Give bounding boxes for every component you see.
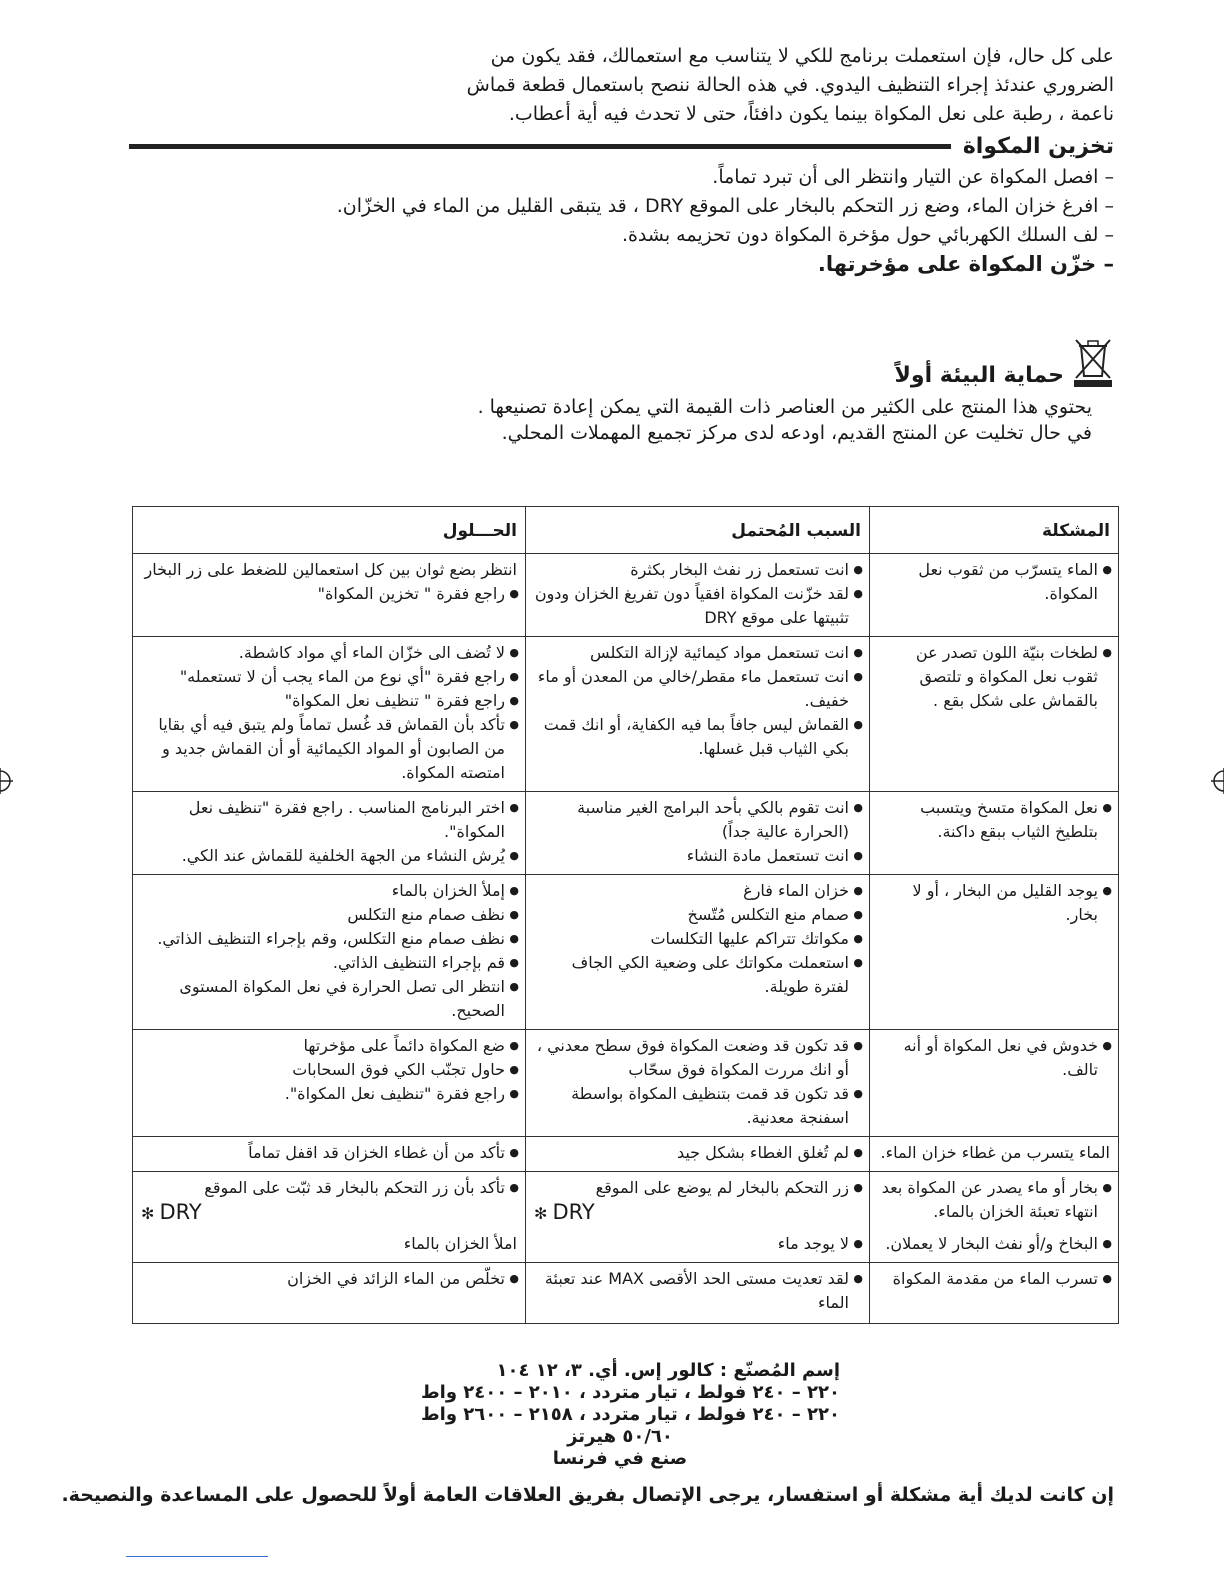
solution-item: املأ الخزان بالماء <box>403 1234 517 1253</box>
cause-cell <box>526 1137 870 1172</box>
dry-label: ✻ DRY <box>534 1200 595 1224</box>
bullet-item: ● انت تستعمل ماء مقطر/خالي من المعدن أو ماء خفيف. <box>534 665 861 713</box>
bullet-item: ● يُرش النشاء من الجهة الخلفية للقماش عند الكي. <box>141 844 517 868</box>
problem-cell <box>870 1137 1119 1172</box>
bullet-item: ● راجع فقرة "أي نوع من الماء يجب أن لا تستعمله" <box>141 665 517 689</box>
table-row <box>133 637 1119 792</box>
cause-cell <box>526 1263 870 1324</box>
bullet-item: ● نظف صمام منع التكلس، وقم بإجراء التنظيف الذاتي. <box>141 927 517 951</box>
solution-cell <box>133 792 526 875</box>
solution-cell <box>133 1030 526 1137</box>
environment-text-2: في حال تخليت عن المنتج القديم، اودعه لدى مركز تجميع المهملات المحلي. <box>501 422 1092 444</box>
bullet-item: ● خزان الماء فارغ <box>534 879 861 903</box>
bullet-item: ● إملأ الخزان بالماء <box>141 879 517 903</box>
cause-cell <box>526 1172 870 1263</box>
bullet-item: ● انتظر الى تصل الحرارة في نعل المكواة المستوى الصحيح. <box>141 975 517 1023</box>
solution-cell <box>133 1172 526 1263</box>
bullet-item: ● تسرب الماء من مقدمة المكواة <box>878 1267 1110 1291</box>
bullet-item: ● لم تُغلق الغطاء بشكل جيد <box>534 1141 861 1165</box>
bullet-item: ● مكواتك تتراكم عليها التكلسات <box>534 927 861 951</box>
bullet-item: ● الماء يتسرّب من ثقوب نعل المكواة. <box>878 558 1110 606</box>
table-row <box>133 1263 1119 1324</box>
bullet-item: ● زر التحكم بالبخار لم يوضع على الموقع <box>534 1176 861 1200</box>
bullet-item: ● قم بإجراء التنظيف الذاتي. <box>141 951 517 975</box>
solution-cell <box>133 1263 526 1324</box>
footer-contact-note: إن كانت لديك أية مشكلة أو استفسار، يرجى الإتصال بفريق العلاقات العامة أولاً للحصول على المساعدة والنصيحة. <box>61 1484 1114 1506</box>
bullet-item: ● لا تُضف الى خزّان الماء أي مواد كاشطة. <box>141 641 517 665</box>
manufacturer-line: ٢٢٠ – ٢٤٠ فولط ، تيار متردد ، ٢٠١٠ – ٢٤٠٠ واط <box>420 1382 840 1403</box>
recycle-bin-icon <box>1072 336 1114 388</box>
problem-text: الماء يتسرب من غطاء خزان الماء. <box>880 1143 1110 1162</box>
table-row <box>133 554 1119 637</box>
environment-section <box>394 336 1114 446</box>
cause-cell <box>526 1030 870 1137</box>
table-header-row <box>133 507 1119 554</box>
header-problem: المشكلة <box>870 507 1119 554</box>
registration-mark-icon <box>0 768 13 794</box>
bullet-item: ● لا يوجد ماء <box>534 1232 861 1256</box>
bullet-item: ● حاول تجنّب الكي فوق السحابات <box>141 1058 517 1082</box>
table-row <box>133 875 1119 1030</box>
registration-mark-icon <box>1211 768 1224 794</box>
storage-list <box>129 163 1114 279</box>
bullet-item: ● صمام منع التكلس مُتّسخ <box>534 903 861 927</box>
solution-cell <box>133 875 526 1030</box>
troubleshooting-table <box>132 506 1119 1324</box>
page-edge-line <box>126 1556 268 1557</box>
storage-title: تخزين المكواة <box>962 134 1114 159</box>
bullet-item: ● يوجد القليل من البخار ، أو لا بخار. <box>878 879 1110 927</box>
bullet-item: ● راجع فقرة "تنظيف نعل المكواة". <box>141 1082 517 1106</box>
bullet-item: ● تخلّص من الماء الزائد في الخزان <box>141 1267 517 1291</box>
bullet-item: ● القماش ليس جافاً بما فيه الكفاية، أو انك قمت بكي الثياب قبل غسلها. <box>534 713 861 761</box>
problem-cell <box>870 1263 1119 1324</box>
bullet-item: ● قد تكون قد قمت بتنظيف المكواة بواسطة اسفنجة معدنية. <box>534 1082 861 1130</box>
bullet-item: ● تأكد بأن القماش قد غُسل تماماً ولم يتبق فيه أي بقايا من الصابون أو المواد الكيمائية أو أن القماش جديد و امتصته المكواة. <box>141 713 517 785</box>
bullet-item: ● نظف صمام منع التكلس <box>141 903 517 927</box>
cause-cell <box>526 554 870 637</box>
intro-paragraph: على كل حال، فإن استعملت برنامج للكي لا يتناسب مع استعمالك، فقد يكون من الضروري عندئذ إجراء التنظيف اليدوي. في هذه الحالة ننصح باستعمال قطعة قماش ناعمة ، رطبة على نعل المكواة بينما يكون دافئاً، حتى لا تحدث فيه أية أعطاب. <box>466 45 1114 125</box>
table-row <box>133 1172 1119 1263</box>
table-row <box>133 792 1119 875</box>
bullet-item: ● قد تكون قد وضعت المكواة فوق سطح معدني ، أو انك مررت المكواة فوق سحّاب <box>534 1034 861 1082</box>
table-row <box>133 1030 1119 1137</box>
problem-cell <box>870 554 1119 637</box>
bullet-item: ● راجع فقرة " تنظيف نعل المكواة" <box>141 689 517 713</box>
problem-cell <box>870 1172 1119 1263</box>
manufacturer-line: صنع في فرنسا <box>552 1448 688 1469</box>
solution-cell <box>133 554 526 637</box>
manufacturer-line: ٢٢٠ – ٢٤٠ فولط ، تيار متردد ، ٢١٥٨ – ٢٦٠٠ واط <box>420 1404 840 1425</box>
bullet-item: ● ضع المكواة دائماً على مؤخرتها <box>141 1034 517 1058</box>
storage-section <box>129 134 1114 279</box>
dry-label: ✻ DRY <box>141 1200 202 1224</box>
bullet-item: ● انت تستعمل زر نفث البخار بكثرة <box>534 558 861 582</box>
solution-cell <box>133 637 526 792</box>
solution-item: انتظر بضع ثوان بين كل استعمالين للضغط على زر البخار <box>144 560 517 579</box>
environment-text-1: يحتوي هذا المنتج على الكثير من العناصر ذات القيمة التي يمكن إعادة تصنيعها . <box>477 396 1092 418</box>
bullet-item: ● تأكد بأن زر التحكم بالبخار قد ثبّت على الموقع <box>141 1176 517 1200</box>
problem-cell <box>870 637 1119 792</box>
bullet-item: ● لقد خزّنت المكواة افقياً دون تفريغ الخزان ودون تثبيتها على موقع DRY <box>534 582 861 630</box>
bullet-item: ● تأكد من أن غطاء الخزان قد اقفل تماماً <box>141 1141 517 1165</box>
table-row <box>133 1137 1119 1172</box>
problem-cell <box>870 792 1119 875</box>
storage-item: – خزّن المكواة على مؤخرتها. <box>817 252 1114 276</box>
section-divider <box>129 144 951 149</box>
solution-cell <box>133 1137 526 1172</box>
bullet-item: ● لطخات بنيّة اللون تصدر عن ثقوب نعل المكواة و تلتصق بالقماش على شكل بقع . <box>878 641 1110 713</box>
bullet-item: ● نعل المكواة متسخ ويتسبب بتلطيخ الثياب ببقع داكنة. <box>878 796 1110 844</box>
bullet-item: ● لقد تعديت مستى الحد الأقصى MAX عند تعبئة الماء <box>534 1267 861 1315</box>
bullet-item: ● استعملت مكواتك على وضعية الكي الجاف لفترة طويلة. <box>534 951 861 999</box>
header-cause: السبب المُحتمل <box>526 507 870 554</box>
problem-cell <box>870 1030 1119 1137</box>
bullet-item: ● اختر البرنامج المناسب . راجع فقرة "تنظيف نعل المكواة". <box>141 796 517 844</box>
bullet-item: ● البخاخ و/أو نفث البخار لا يعملان. <box>878 1232 1110 1256</box>
storage-item: – افرغ خزان الماء، وضع زر التحكم بالبخار على الموقع DRY ، قد يتبقى القليل من الماء في الخزّان. <box>336 195 1114 217</box>
manufacturer-line: إسم المُصنّع : كالور إس. أي. ٣، ١٢ ١٠٤ <box>496 1360 840 1381</box>
problem-cell <box>870 875 1119 1030</box>
storage-item: – لف السلك الكهربائي حول مؤخرة المكواة دون تحزيمه بشدة. <box>621 224 1114 246</box>
manufacturer-line: ٥٠/٦٠ هيرتز <box>567 1426 673 1447</box>
bullet-item: ● خدوش في نعل المكواة أو أنه تالف. <box>878 1034 1110 1082</box>
bullet-item: ● انت تستعمل مواد كيمائية لإزالة التكلس <box>534 641 861 665</box>
bullet-item: ● بخار أو ماء يصدر عن المكواة بعد انتهاء تعبئة الخزان بالماء. <box>878 1176 1110 1224</box>
bullet-item: ● راجع فقرة " تخزين المكواة" <box>141 582 517 606</box>
storage-item: – افصل المكواة عن التيار وانتظر الى أن تبرد تماماً. <box>712 166 1114 188</box>
cause-cell <box>526 875 870 1030</box>
bullet-item: ● انت تقوم بالكي بأحد البرامج الغير مناسبة (الحرارة عالية جداً) <box>534 796 861 844</box>
cause-cell <box>526 792 870 875</box>
header-solution: الحـــلول <box>133 507 526 554</box>
manufacturer-info <box>400 1360 840 1470</box>
environment-title: حماية البيئة أولاً <box>894 363 1064 388</box>
bullet-item: ● انت تستعمل مادة النشاء <box>534 844 861 868</box>
cause-cell <box>526 637 870 792</box>
